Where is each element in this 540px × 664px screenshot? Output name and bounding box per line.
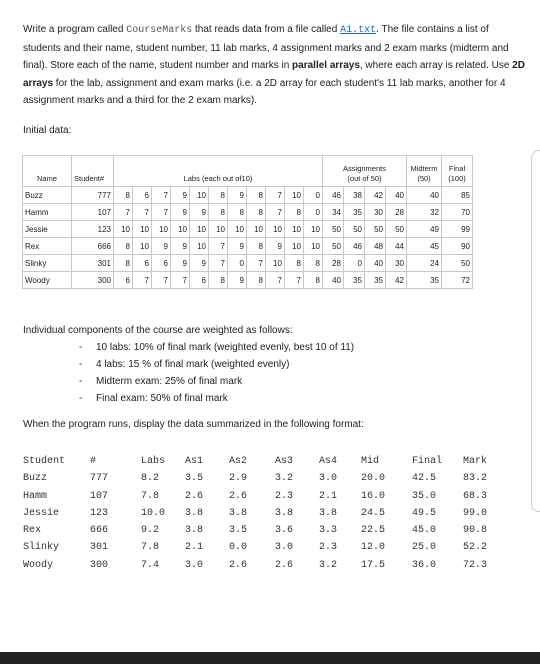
output-cell: 83.2: [463, 473, 488, 485]
cell-lab-mark: 10: [190, 187, 209, 204]
output-cell: Buzz: [23, 473, 48, 485]
cell-lab-mark: 6: [190, 272, 209, 289]
cell-lab-mark: 8: [247, 272, 266, 289]
cell-final: 99: [442, 221, 473, 238]
output-cell: 7.4: [141, 559, 160, 571]
output-cell: 3.0: [275, 542, 294, 554]
initial-data-table: [22, 155, 473, 289]
output-cell: Labs: [141, 456, 166, 467]
output-cell: 52.2: [463, 542, 488, 554]
cell-student-number: 301: [72, 255, 114, 272]
component-item: - Final exam: 50% of final mark: [23, 390, 354, 407]
cell-lab-mark: 8: [247, 204, 266, 221]
header-assignments-line2: (out of 50): [347, 174, 382, 183]
cell-final: 72: [442, 272, 473, 289]
cell-assignment-mark: 35: [344, 204, 365, 221]
output-cell: 3.2: [319, 559, 338, 571]
output-cell: 3.8: [185, 507, 204, 519]
cell-midterm: 35: [407, 272, 442, 289]
cell-lab-mark: 10: [304, 238, 323, 255]
cell-student-number: 300: [72, 272, 114, 289]
initial-data-label: Initial data:: [23, 125, 72, 136]
header-name: Name: [23, 156, 72, 187]
cell-lab-mark: 9: [171, 238, 190, 255]
cell-lab-mark: 10: [152, 221, 171, 238]
output-cell: As4: [319, 456, 338, 467]
output-cell: 7.8: [141, 490, 160, 502]
output-cell: #: [90, 456, 97, 467]
sample-output: [23, 453, 503, 574]
cell-lab-mark: 7: [152, 187, 171, 204]
output-cell: 3.0: [185, 559, 204, 571]
cell-lab-mark: 6: [133, 187, 152, 204]
cell-assignment-mark: 28: [386, 204, 407, 221]
cell-lab-mark: 8: [247, 187, 266, 204]
cell-lab-mark: 8: [304, 272, 323, 289]
output-cell: 123: [90, 507, 109, 519]
cell-name: Jessie: [23, 221, 72, 238]
output-cell: 3.2: [275, 473, 294, 485]
output-cell: 45.0: [412, 525, 437, 537]
component-item: - Midterm exam: 25% of final mark: [23, 373, 354, 390]
cell-lab-mark: 9: [228, 187, 247, 204]
cell-lab-mark: 9: [171, 204, 190, 221]
components-list: [23, 339, 354, 407]
components-title: Individual components of the course are weighted as follows:: [23, 325, 293, 336]
cell-lab-mark: 7: [152, 272, 171, 289]
cell-assignment-mark: 44: [386, 238, 407, 255]
table-header-row: [23, 156, 473, 187]
cell-name: Hamm: [23, 204, 72, 221]
header-final-line2: (100): [448, 174, 466, 183]
cell-lab-mark: 6: [133, 255, 152, 272]
cell-name: Woody: [23, 272, 72, 289]
component-item: - 10 labs: 10% of final mark (weighted evenly, best 10 of 11): [23, 339, 354, 356]
output-cell: As1: [185, 456, 204, 467]
output-cell: 3.3: [319, 525, 338, 537]
output-cell: 0.0: [229, 542, 248, 554]
cell-lab-mark: 7: [171, 272, 190, 289]
output-cell: 90.8: [463, 525, 488, 537]
header-final-line1: Final: [448, 164, 466, 173]
cell-lab-mark: 10: [114, 221, 133, 238]
output-cell: 10.0: [141, 507, 166, 519]
cell-lab-mark: 7: [133, 272, 152, 289]
output-cell: 8.2: [141, 473, 160, 485]
output-cell: As2: [229, 456, 248, 467]
cell-lab-mark: 10: [190, 221, 209, 238]
cell-assignment-mark: 50: [323, 221, 344, 238]
cell-lab-mark: 9: [152, 238, 171, 255]
output-cell: Jessie: [23, 507, 60, 519]
output-row: [23, 505, 503, 522]
output-cell: 72.3: [463, 559, 488, 571]
cell-assignment-mark: 40: [323, 272, 344, 289]
header-assignments: [323, 156, 407, 187]
cell-lab-mark: 7: [114, 204, 133, 221]
cell-lab-mark: 7: [285, 272, 304, 289]
output-cell: As3: [275, 456, 294, 467]
output-cell: 300: [90, 559, 109, 571]
table-row: [23, 238, 473, 255]
cell-lab-mark: 7: [209, 238, 228, 255]
intro-text-5: for the lab, assignment and exam marks (i.e. a 2D array for each student's 11 lab marks, another for 4 assignment marks and a third for the 2 exam marks).: [23, 77, 506, 106]
table-row: [23, 272, 473, 289]
cell-assignment-mark: 42: [365, 187, 386, 204]
output-cell: 777: [90, 473, 109, 485]
header-labs: Labs (each out of10): [114, 156, 323, 187]
output-cell: 2.6: [229, 490, 248, 502]
cell-lab-mark: 8: [228, 204, 247, 221]
cell-lab-mark: 7: [152, 204, 171, 221]
header-final: [442, 156, 473, 187]
output-cell: 3.8: [185, 525, 204, 537]
output-cell: 24.5: [361, 507, 386, 519]
cell-lab-mark: 8: [114, 238, 133, 255]
cell-lab-mark: 9: [171, 187, 190, 204]
intro-text-3: . The file contains a list of students and their name, student number, 11 lab marks, 4 assignment marks and 2 exam marks (midterm and final). Store each of the name, student number and marks in: [23, 24, 509, 71]
output-row: [23, 539, 503, 556]
cell-lab-mark: 8: [285, 204, 304, 221]
output-cell: 68.3: [463, 490, 488, 502]
intro-text-1: Write a program called: [23, 24, 127, 35]
output-cell: Hamm: [23, 490, 48, 502]
header-student: Student#: [72, 156, 114, 187]
cell-student-number: 107: [72, 204, 114, 221]
cell-assignment-mark: 42: [386, 272, 407, 289]
cell-lab-mark: 10: [304, 221, 323, 238]
cell-lab-mark: 7: [247, 255, 266, 272]
cell-final: 70: [442, 204, 473, 221]
filename-link[interactable]: A1.txt: [340, 25, 377, 36]
output-cell: 107: [90, 490, 109, 502]
cell-assignment-mark: 46: [344, 238, 365, 255]
output-cell: 2.1: [319, 490, 338, 502]
cell-lab-mark: 0: [228, 255, 247, 272]
output-cell: 2.9: [229, 473, 248, 485]
output-cell: 49.5: [412, 507, 437, 519]
header-midterm-line2: (50): [417, 174, 431, 183]
cell-lab-mark: 8: [304, 255, 323, 272]
cell-midterm: 40: [407, 187, 442, 204]
cell-lab-mark: 7: [266, 272, 285, 289]
output-cell: Slinky: [23, 542, 60, 554]
cell-lab-mark: 10: [266, 221, 285, 238]
cell-lab-mark: 8: [209, 187, 228, 204]
cell-lab-mark: 9: [190, 255, 209, 272]
cell-name: Rex: [23, 238, 72, 255]
output-cell: 2.3: [275, 490, 294, 502]
cell-midterm: 49: [407, 221, 442, 238]
cell-assignment-mark: 38: [344, 187, 365, 204]
cell-lab-mark: 8: [209, 272, 228, 289]
cell-lab-mark: 9: [190, 204, 209, 221]
intro-paragraph: [23, 21, 528, 110]
cell-assignment-mark: 50: [365, 221, 386, 238]
cell-assignment-mark: 50: [323, 238, 344, 255]
cell-midterm: 24: [407, 255, 442, 272]
parallel-arrays-bold: parallel arrays: [292, 60, 360, 71]
table-row: [23, 187, 473, 204]
output-cell: 666: [90, 525, 109, 537]
output-cell: 17.5: [361, 559, 386, 571]
cell-lab-mark: 10: [285, 187, 304, 204]
cell-name: Slinky: [23, 255, 72, 272]
cell-assignment-mark: 30: [365, 204, 386, 221]
output-cell: Final: [412, 456, 443, 467]
cell-lab-mark: 10: [209, 221, 228, 238]
cell-lab-mark: 7: [266, 204, 285, 221]
table-row: [23, 204, 473, 221]
output-cell: 12.0: [361, 542, 386, 554]
cell-assignment-mark: 40: [386, 187, 407, 204]
cell-lab-mark: 10: [247, 221, 266, 238]
output-row: [23, 470, 503, 487]
output-row: [23, 488, 503, 505]
cell-lab-mark: 8: [285, 255, 304, 272]
class-name: CourseMarks: [126, 25, 193, 36]
cell-lab-mark: 10: [228, 221, 247, 238]
cell-lab-mark: 8: [114, 255, 133, 272]
output-cell: 3.5: [229, 525, 248, 537]
cell-lab-mark: 7: [133, 204, 152, 221]
output-cell: Student: [23, 456, 66, 467]
cell-midterm: 32: [407, 204, 442, 221]
cell-final: 85: [442, 187, 473, 204]
cell-name: Buzz: [23, 187, 72, 204]
output-cell: 25.0: [412, 542, 437, 554]
output-cell: 7.8: [141, 542, 160, 554]
cell-assignment-mark: 28: [323, 255, 344, 272]
cell-final: 90: [442, 238, 473, 255]
cell-assignment-mark: 35: [344, 272, 365, 289]
when-text: When the program runs, display the data summarized in the following format:: [23, 419, 364, 430]
cell-lab-mark: 10: [266, 255, 285, 272]
cell-lab-mark: 9: [228, 272, 247, 289]
cell-lab-mark: 10: [190, 238, 209, 255]
cell-lab-mark: 8: [209, 204, 228, 221]
output-cell: 9.2: [141, 525, 160, 537]
output-cell: Mid: [361, 456, 380, 467]
output-cell: 3.8: [229, 507, 248, 519]
cell-lab-mark: 10: [285, 238, 304, 255]
intro-text-2: that reads data from a file called: [192, 24, 341, 35]
output-cell: 2.6: [229, 559, 248, 571]
output-cell: 2.6: [185, 490, 204, 502]
cell-assignment-mark: 50: [386, 221, 407, 238]
output-cell: 22.5: [361, 525, 386, 537]
cell-student-number: 666: [72, 238, 114, 255]
cell-lab-mark: 10: [133, 221, 152, 238]
header-assignments-line1: Assignments: [343, 164, 386, 173]
cell-lab-mark: 8: [247, 238, 266, 255]
2d-arrays-bold: 2D arrays: [23, 60, 525, 89]
cell-lab-mark: 0: [304, 204, 323, 221]
output-cell: 301: [90, 542, 109, 554]
cell-assignment-mark: 40: [365, 255, 386, 272]
output-cell: Woody: [23, 559, 54, 571]
cell-lab-mark: 10: [285, 221, 304, 238]
output-cell: 20.0: [361, 473, 386, 485]
output-cell: 3.8: [275, 507, 294, 519]
cell-final: 50: [442, 255, 473, 272]
cell-assignment-mark: 0: [344, 255, 365, 272]
cell-lab-mark: 10: [171, 221, 190, 238]
output-header-row: [23, 453, 503, 470]
cell-lab-mark: 7: [266, 187, 285, 204]
cell-student-number: 777: [72, 187, 114, 204]
output-cell: Rex: [23, 525, 42, 537]
cell-assignment-mark: 30: [386, 255, 407, 272]
cell-assignment-mark: 35: [365, 272, 386, 289]
output-cell: 3.0: [319, 473, 338, 485]
cell-assignment-mark: 50: [344, 221, 365, 238]
cell-lab-mark: 7: [209, 255, 228, 272]
cell-lab-mark: 8: [114, 187, 133, 204]
output-cell: 99.0: [463, 507, 488, 519]
output-cell: 2.3: [319, 542, 338, 554]
cell-lab-mark: 9: [171, 255, 190, 272]
cell-lab-mark: 0: [304, 187, 323, 204]
output-cell: 42.5: [412, 473, 437, 485]
cell-midterm: 45: [407, 238, 442, 255]
output-cell: 3.6: [275, 525, 294, 537]
output-cell: 2.6: [275, 559, 294, 571]
cell-lab-mark: 10: [133, 238, 152, 255]
output-cell: 35.0: [412, 490, 437, 502]
output-cell: 16.0: [361, 490, 386, 502]
component-item: - 4 labs: 15 % of final mark (weighted evenly): [23, 356, 354, 373]
components-section: [23, 322, 354, 407]
cell-assignment-mark: 48: [365, 238, 386, 255]
intro-text-4: , where each array is related. Use: [359, 60, 513, 71]
cell-lab-mark: 6: [114, 272, 133, 289]
table-row: [23, 255, 473, 272]
header-midterm: [407, 156, 442, 187]
output-cell: 2.1: [185, 542, 204, 554]
cell-assignment-mark: 46: [323, 187, 344, 204]
header-midterm-line1: Midterm: [410, 164, 438, 173]
cell-lab-mark: 6: [152, 255, 171, 272]
bottom-bar: [0, 652, 540, 664]
cell-student-number: 123: [72, 221, 114, 238]
table-row: [23, 221, 473, 238]
cell-lab-mark: 9: [266, 238, 285, 255]
scrollbar[interactable]: [531, 150, 540, 512]
output-cell: Mark: [463, 456, 488, 467]
cell-assignment-mark: 34: [323, 204, 344, 221]
output-cell: 3.5: [185, 473, 204, 485]
output-row: [23, 557, 503, 574]
output-cell: 36.0: [412, 559, 437, 571]
output-cell: 3.8: [319, 507, 338, 519]
cell-lab-mark: 9: [228, 238, 247, 255]
output-row: [23, 522, 503, 539]
